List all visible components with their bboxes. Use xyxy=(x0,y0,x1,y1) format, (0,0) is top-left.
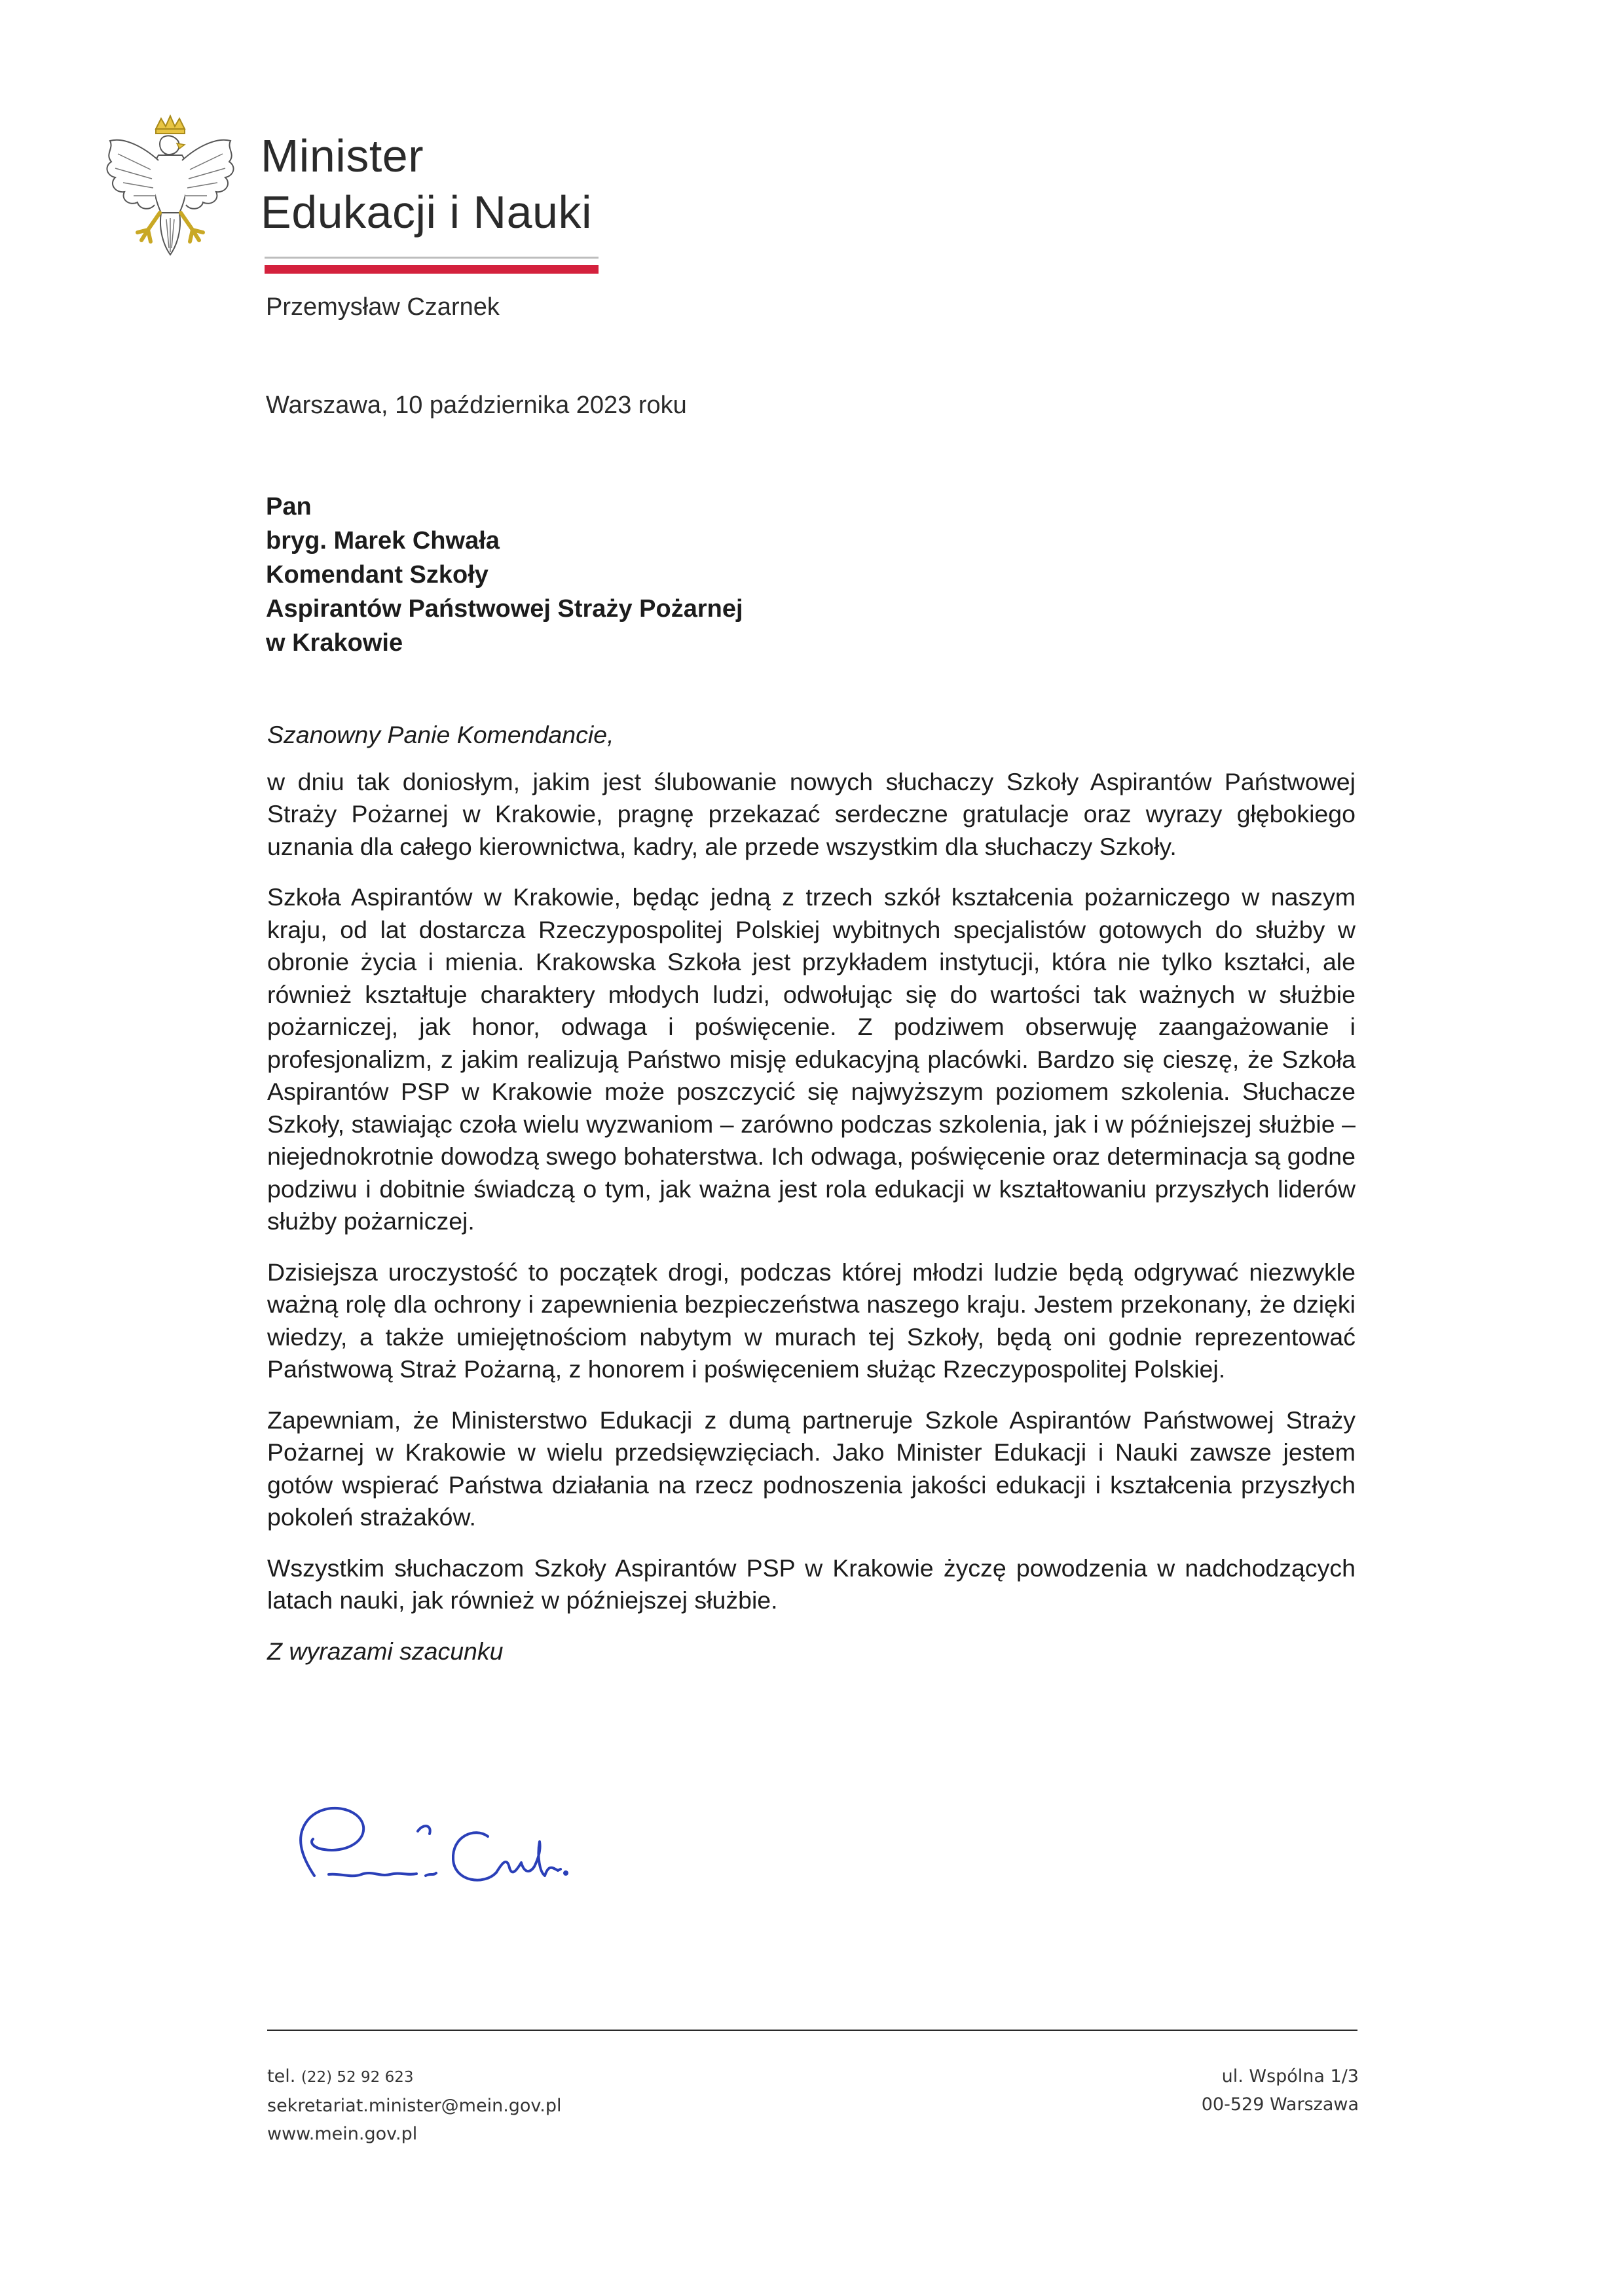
flag-stripe-white xyxy=(265,257,599,259)
footer-phone xyxy=(267,2062,562,2092)
footer-divider xyxy=(267,2030,1357,2031)
salutation: Szanowny Panie Komendancie, xyxy=(267,721,614,748)
letter-paragraph: w dniu tak doniosłym, jakim jest ślubowanie nowych słuchaczy Szkoły Aspirantów Państwowej Straży Pożarnej w Krakowie, pragnę przekazać serdeczne gratulacje oraz wyrazy głębokiego uznania dla całego kierownictwa, kadry, ale przede wszystkim dla słuchaczy Szkoły. xyxy=(267,767,1356,860)
handwritten-signature-icon xyxy=(288,1791,596,1905)
addressee-line: bryg. Marek Chwała xyxy=(266,527,500,555)
addressee-line: w Krakowie xyxy=(266,629,403,657)
addressee-block xyxy=(266,490,743,660)
closing-phrase: Z wyrazami szacunku xyxy=(267,1637,504,1665)
footer-website[interactable]: www.mein.gov.pl xyxy=(267,2124,418,2144)
ministry-title-line2: Edukacji i Nauki xyxy=(261,187,592,238)
footer-street: ul. Wspólna 1/3 xyxy=(1221,2066,1359,2086)
letter-paragraph: Wszystkim słuchaczom Szkoły Aspirantów PSP w Krakowie życzę powodzenia w nadchodzących latach nauki, jak również w późniejszej służbie. xyxy=(267,1554,1356,1614)
addressee-line: Pan xyxy=(266,493,312,520)
date-line: Warszawa, 10 października 2023 roku xyxy=(266,392,687,419)
footer-city: 00-529 Warszawa xyxy=(1201,2094,1359,2115)
flag-stripe-red xyxy=(265,265,599,274)
phone-label: tel. xyxy=(267,2066,296,2086)
letter-body xyxy=(267,719,1356,1667)
addressee-line: Aspirantów Państwowej Straży Pożarnej xyxy=(266,595,743,623)
polish-eagle-icon xyxy=(98,115,242,278)
footer-email[interactable]: sekretariat.minister@mein.gov.pl xyxy=(267,2096,562,2116)
addressee-line: Komendant Szkoły xyxy=(266,561,489,589)
footer-contact xyxy=(267,2062,562,2148)
phone-number: (22) 52 92 623 xyxy=(301,2069,414,2086)
ministry-title-line1: Minister xyxy=(261,130,424,181)
letter-paragraph: Dzisiejsza uroczystość to początek drogi, podczas której młodzi ludzie będą odgrywać niezwykle ważną rolę dla ochrony i zapewnienia bezpieczeństwa naszego kraju. Jestem przekonany, że dzięki wiedzy, a także umiejętnościom nabytym w murach tej Szkoły, będą oni godnie reprezentować Państwową Straż Pożarną, z honorem i poświęceniem służąc Rzeczypospolitej Polskiej. xyxy=(267,1258,1356,1383)
letter-paragraph: Szkoła Aspirantów w Krakowie, będąc jedną z trzech szkół kształcenia pożarniczego w naszym kraju, od lat dostarcza Rzeczypospolitej Polskiej wybitnych specjalistów gotowych do służby w obronie życia i mienia. Krakowska Szkoła jest przykładem instytucji, która nie tylko kształci, ale również kształtuje charaktery młodych ludzi, odwołując się do wartości tak ważnych w służbie pożarniczej, jak honor, odwaga i poświęcenie. Z podziwem obserwuję zaangażowanie i profesjonalizm, z jakim realizują Państwo misję edukacyjną placówki. Bardzo się cieszę, że Szkoła Aspirantów PSP w Krakowie może poszczycić się najwyższym poziomem szkolenia. Słuchacze Szkoły, stawiając czoła wielu wyzwaniom – zarówno podczas szkolenia, jak i w późniejszej służbie – niejednokrotnie dowodzą swego bohaterstwa. Ich odwaga, poświęcenie oraz determinacja są godne podziwu i dobitnie świadczą o tym, jak ważna jest rola edukacji w kształtowaniu przyszłych liderów służby pożarniczej. xyxy=(267,883,1356,1235)
signer-name: Przemysław Czarnek xyxy=(266,293,500,321)
letter-paragraph: Zapewniam, że Ministerstwo Edukacji z dumą partneruje Szkole Aspirantów Państwowej Straży Pożarnej w Krakowie w wielu przedsięwzięciach. Jako Minister Edukacji i Nauki zawsze jestem gotów wspierać Państwa działania na rzecz podnoszenia jakości edukacji i kształcenia przyszłych pokoleń strażaków. xyxy=(267,1406,1356,1531)
footer-address xyxy=(1202,2062,1359,2119)
